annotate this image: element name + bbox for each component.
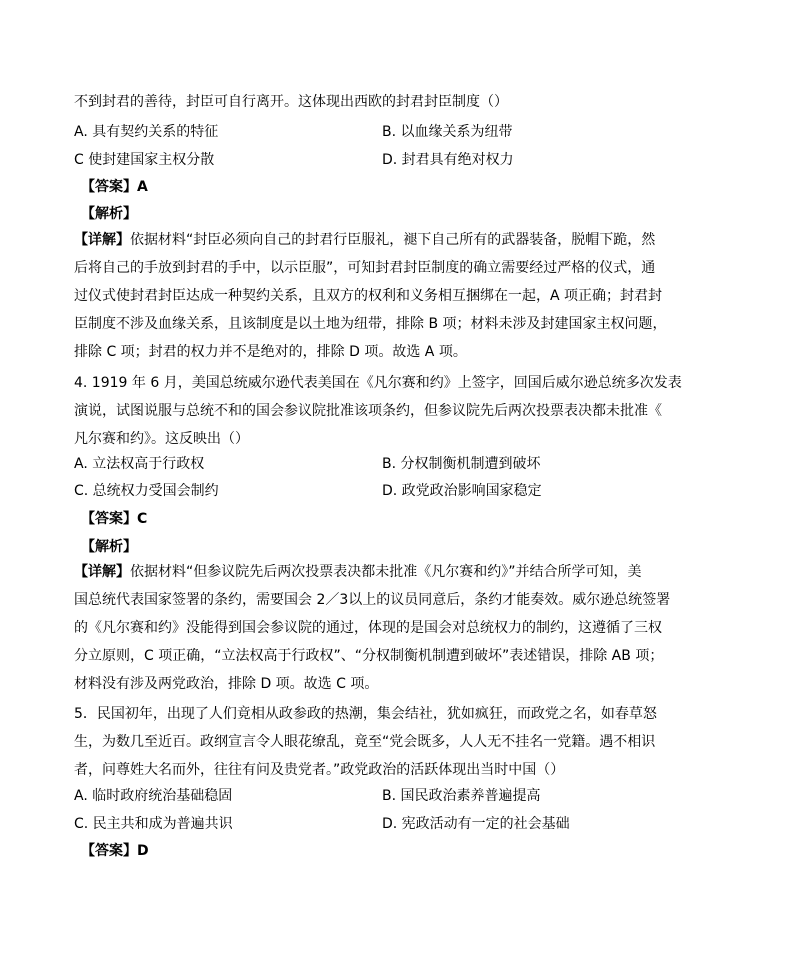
q4-detail-line-1 xyxy=(74,558,714,586)
q5-option-a: A. 临时政府统治基础稳固 xyxy=(74,788,233,804)
q4-analysis-text: 【解析】 xyxy=(81,539,137,555)
q3-detail-text-1: 依据材料“封臣必须向自己的封君行臣服礼，褪下自己所有的武器装备，脱帽下跪，然 xyxy=(130,232,656,248)
q4-answer xyxy=(74,505,147,533)
q4-option-c: C. 总统权力受国会制约 xyxy=(74,483,219,499)
q5-answer-label: 【答案】 xyxy=(81,843,137,859)
q5-option-d: D. 宪政活动有一定的社会基础 xyxy=(382,816,570,832)
q4-stem xyxy=(74,369,714,453)
q5-options-row-2 xyxy=(74,810,570,838)
q3-analysis-label xyxy=(74,200,137,228)
q3-detail xyxy=(74,226,714,366)
q4-detail-line-2: 国总统代表国家签署的条约，需要国会 2／3以上的议员同意后，条约才能奏效。威尔逊总统签署 xyxy=(74,592,671,608)
q4-options-row-1 xyxy=(74,450,541,478)
q5-answer xyxy=(74,837,149,865)
q3-stem-tail: 不到封君的善待，封臣可自行离开。这体现出西欧的封君封臣制度（） xyxy=(74,94,508,110)
q3-detail-line-1 xyxy=(74,226,714,254)
q4-option-a: A. 立法权高于行政权 xyxy=(74,456,205,472)
q5-option-c: C. 民主共和成为普遍共识 xyxy=(74,816,233,832)
q3-answer-label: 【答案】 xyxy=(81,179,137,195)
q3-options-row-1 xyxy=(74,118,513,146)
q5-stem-line-3: 者，问尊姓大名而外，往往有问及贵党者。”政党政治的活跃体现出当时中国（） xyxy=(74,762,565,778)
q4-detail-line-4: 分立原则，C 项正确，“立法权高于行政权”、“分权制衡机制遭到破坏”表述错误，排除 AB 项； xyxy=(74,648,664,664)
q3-detail-line-5: 排除 C 项；封君的权力并不是绝对的，排除 D 项。故选 A 项。 xyxy=(74,344,467,360)
q4-detail-line-3: 的《凡尔赛和约》没能得到国会参议院的通过，体现的是国会对总统权力的制约，这遵循了三权 xyxy=(74,620,662,636)
q4-option-b: B. 分权制衡机制遭到破坏 xyxy=(382,456,541,472)
q3-option-b: B. 以血缘关系为纽带 xyxy=(382,124,513,140)
q3-detail-line-4: 臣制度不涉及血缘关系，且该制度是以土地为纽带，排除 B 项；材料未涉及封建国家主权问题， xyxy=(74,316,667,332)
q4-stem-line-3: 凡尔赛和约》。这反映出（） xyxy=(74,431,249,447)
q4-detail-line-5: 材料没有涉及两党政治，排除 D 项。故选 C 项。 xyxy=(74,676,379,692)
q4-detail-text-1: 依据材料“但参议院先后两次投票表决都未批准《凡尔赛和约》”并结合所学可知，美 xyxy=(130,564,642,580)
q3-option-d: D. 封君具有绝对权力 xyxy=(382,152,514,168)
q5-options-row-1 xyxy=(74,782,541,810)
q4-stem-line-1: 4. 1919 年 6 月，美国总统威尔逊代表美国在《凡尔赛和约》上签字，回国后威尔逊总统多次发表 xyxy=(74,375,682,391)
q3-detail-label: 【详解】 xyxy=(74,232,130,248)
q3-option-a: A. 具有契约关系的特征 xyxy=(74,124,219,140)
q4-option-d: D. 政党政治影响国家稳定 xyxy=(382,483,542,499)
q4-options-row-2 xyxy=(74,477,542,505)
q3-detail-line-3: 过仪式使封君封臣达成一种契约关系，且双方的权利和义务相互捆绑在一起，A 项正确；封君封 xyxy=(74,288,663,304)
q3-detail-line-2: 后将自己的手放到封君的手中，以示臣服”，可知封君封臣制度的确立需要经过严格的仪式，通 xyxy=(74,260,656,276)
q5-option-b: B. 国民政治素养普遍提高 xyxy=(382,788,541,804)
q5-stem-line-1: 5．民国初年，出现了人们竟相从政参政的热潮，集会结社，犹如疯狂，而政党之名，如春草怒 xyxy=(74,706,657,722)
q3-answer xyxy=(74,173,148,201)
q3-analysis-text: 【解析】 xyxy=(81,206,137,222)
q4-answer-label: 【答案】 xyxy=(81,511,137,527)
q4-stem-line-2: 演说，试图说服与总统不和的国会参议院批准该项条约，但参议院先后两次投票表决都未批准《 xyxy=(74,403,662,419)
q4-analysis-label xyxy=(74,533,137,561)
q3-option-c: C 使封建国家主权分散 xyxy=(74,152,215,168)
q3-answer-value: A xyxy=(137,179,148,195)
q5-answer-value: D xyxy=(137,843,149,859)
q3-options-row-2 xyxy=(74,146,514,174)
q4-detail xyxy=(74,558,714,698)
q5-stem-line-2: 生，为数几至近百。政纲宣言令人眼花缭乱，竟至“党会既多，人人无不挂名一党籍。遇不相识 xyxy=(74,734,656,750)
q5-stem xyxy=(74,700,714,784)
q4-detail-label: 【详解】 xyxy=(74,564,130,580)
q4-answer-value: C xyxy=(137,511,148,527)
